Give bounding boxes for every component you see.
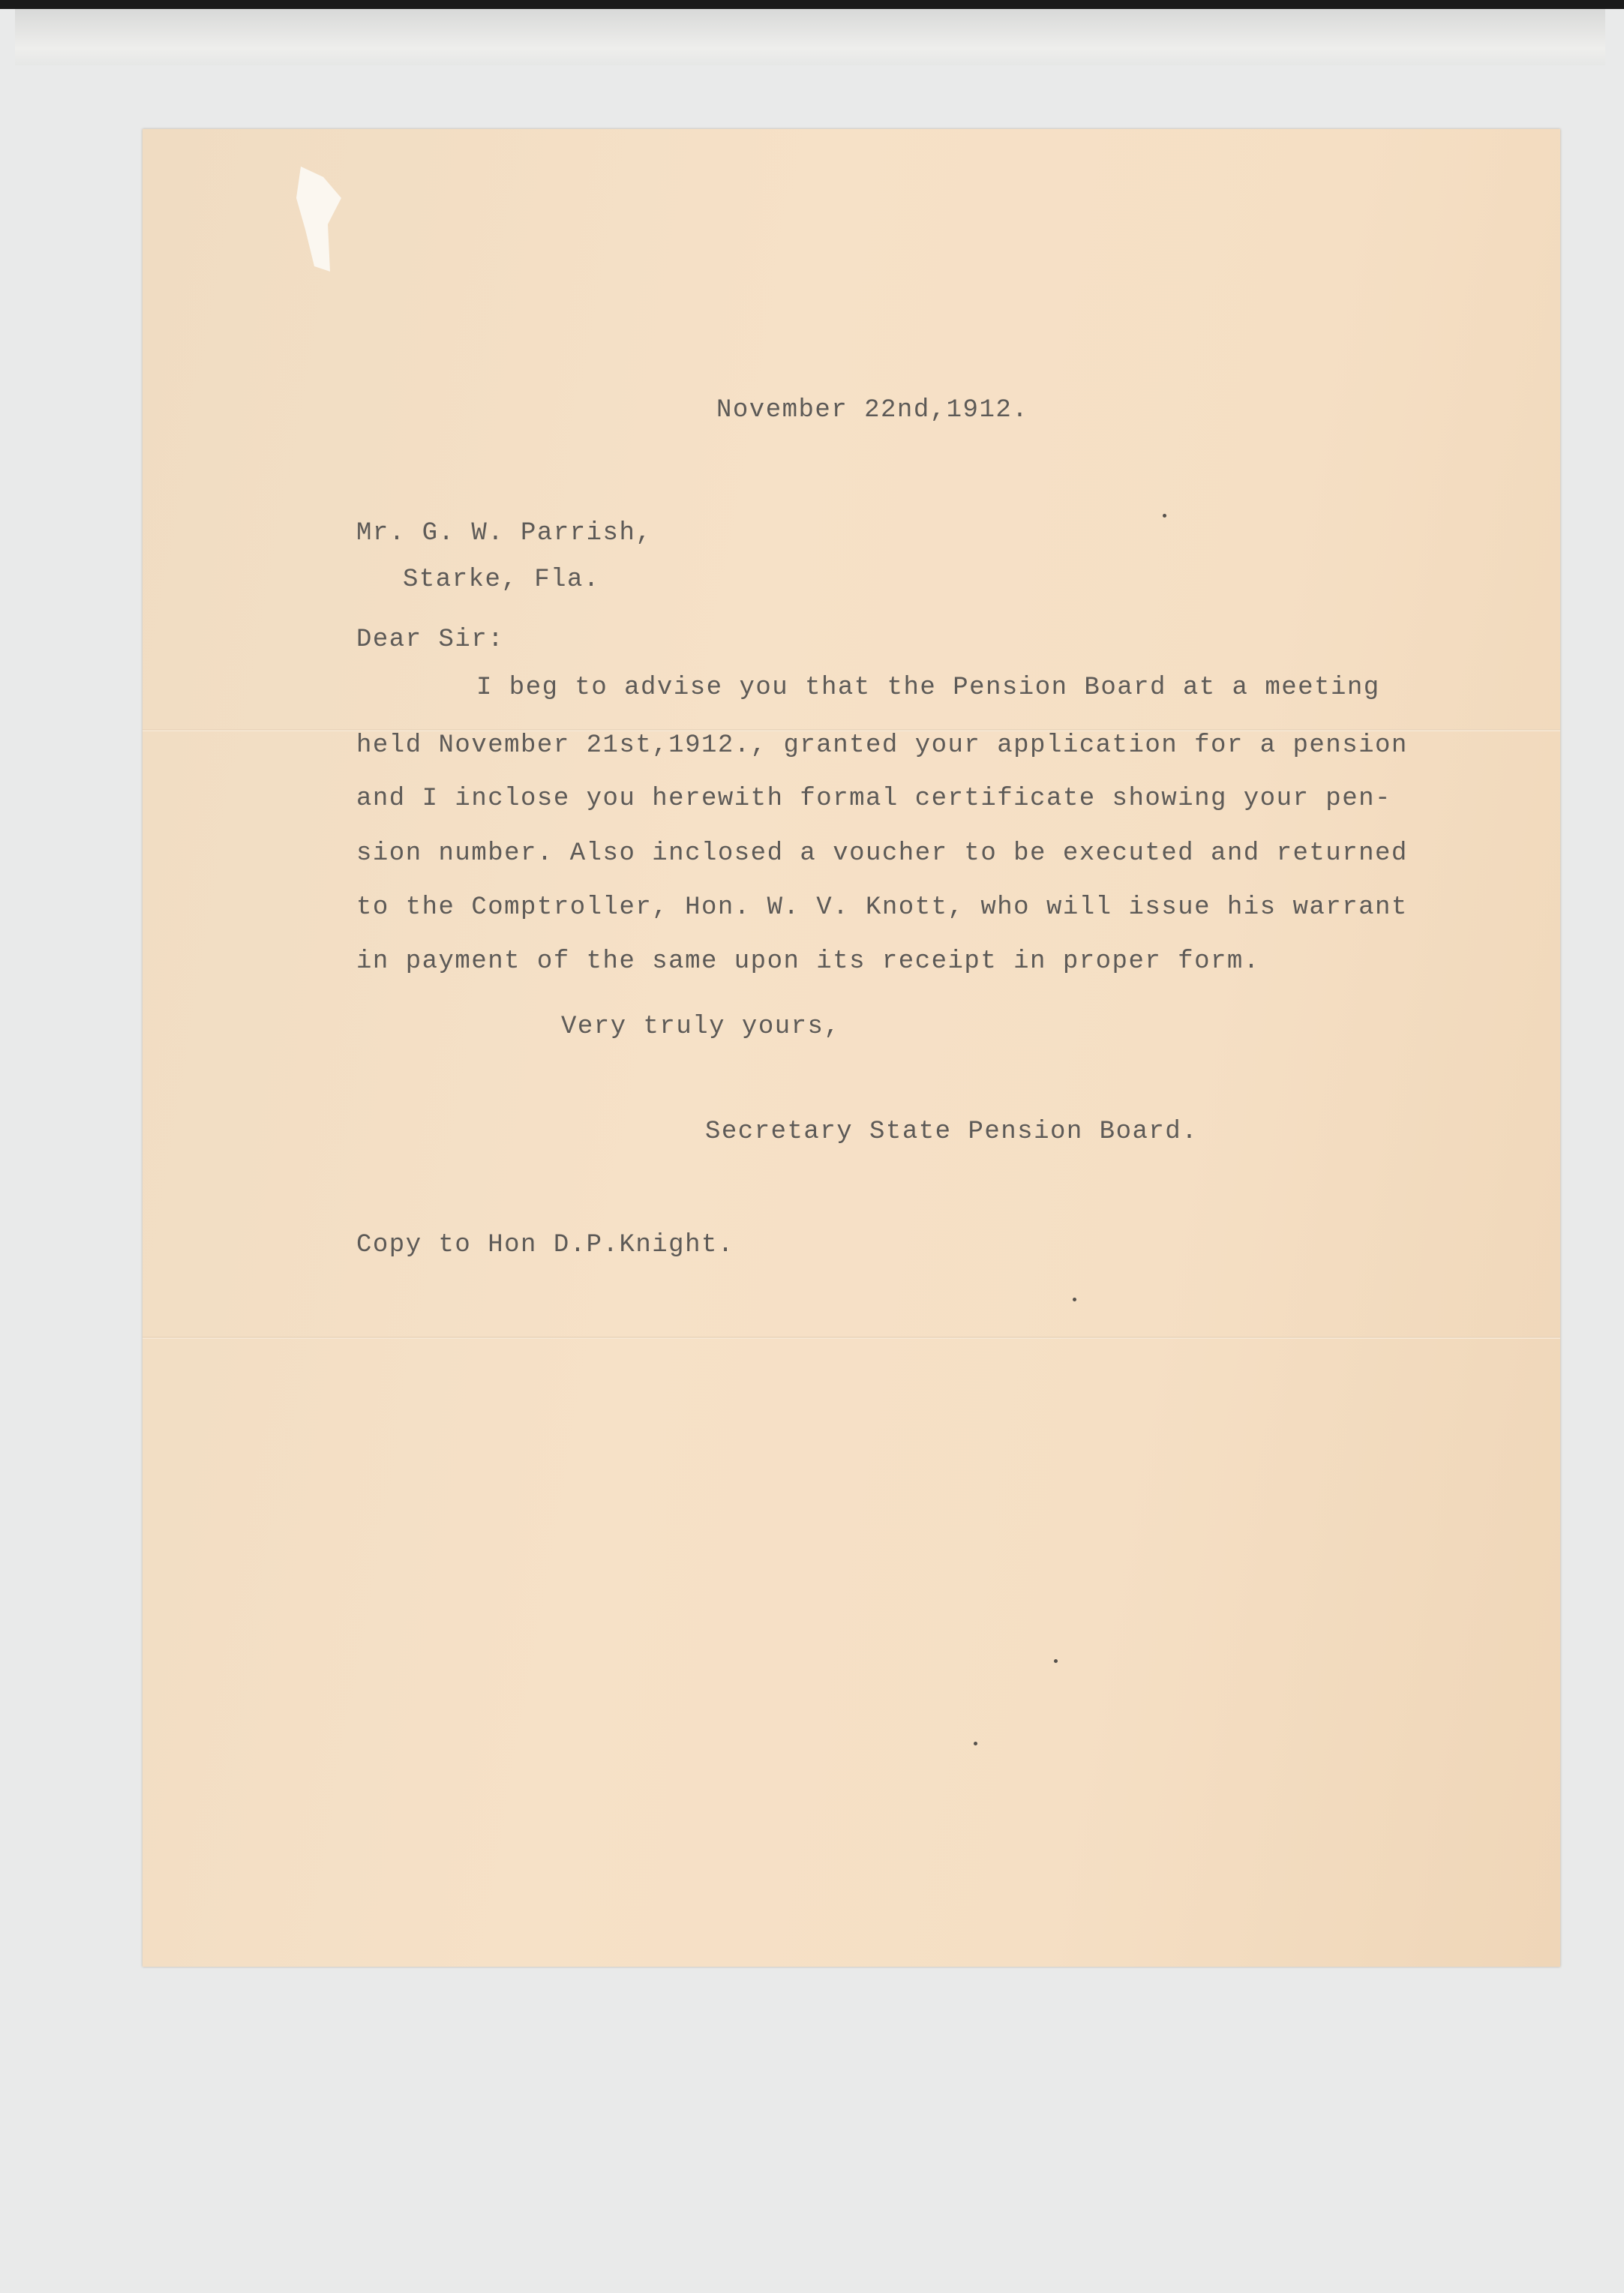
closing: Very truly yours,: [561, 1013, 841, 1041]
ink-speck: [1073, 1298, 1076, 1301]
body-line: and I inclose you herewith formal certificate showing your pen-: [356, 785, 1391, 813]
paper-fold-line: [143, 1337, 1560, 1339]
scanner-margin: [15, 9, 1605, 65]
salutation: Dear Sir:: [356, 626, 505, 654]
ink-speck: [1163, 514, 1166, 518]
addressee-city: Starke, Fla.: [403, 566, 600, 594]
body-line: to the Comptroller, Hon. W. V. Knott, who will issue his warrant: [356, 893, 1408, 922]
ink-speck: [1054, 1659, 1058, 1663]
signature-title: Secretary State Pension Board.: [705, 1118, 1199, 1146]
body-line: in payment of the same upon its receipt in proper form.: [356, 947, 1260, 976]
body-line: held November 21st,1912., granted your application for a pension: [356, 731, 1408, 760]
letter-date: November 22nd,1912.: [716, 396, 1029, 425]
copy-note: Copy to Hon D.P.Knight.: [356, 1231, 734, 1259]
body-line: sion number. Also inclosed a voucher to be executed and returned: [356, 839, 1408, 868]
body-line: I beg to advise you that the Pension Board at a meeting: [476, 674, 1380, 702]
scanner-edge: [0, 0, 1624, 9]
ink-speck: [974, 1742, 977, 1745]
addressee-name: Mr. G. W. Parrish,: [356, 519, 653, 548]
